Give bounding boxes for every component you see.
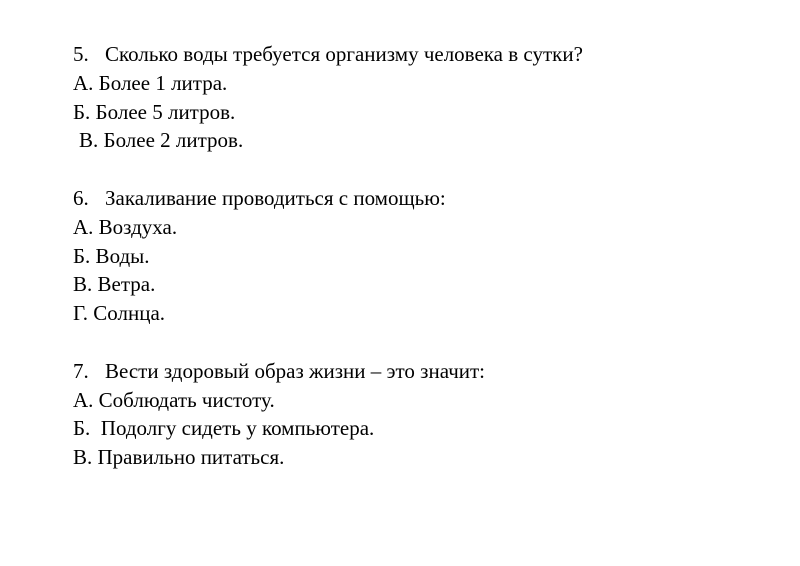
spacer — [73, 155, 773, 184]
answer-option: Г. Солнца. — [73, 301, 166, 326]
quiz-content — [73, 40, 773, 472]
answer-option: В. Ветра. — [73, 272, 156, 297]
question-7 — [73, 357, 773, 386]
question-6 — [73, 184, 773, 213]
answer-option: Б. Более 5 литров. — [73, 99, 236, 124]
answer-option: В. Правильно питаться. — [73, 445, 285, 470]
answer-option: А. Более 1 литра. — [73, 70, 228, 95]
answer-option: В. Более 2 литров. — [79, 128, 244, 153]
answer-option: А. Воздуха. — [73, 214, 178, 239]
question-5 — [73, 40, 773, 69]
answer-option: Б. Воды. — [73, 243, 150, 268]
spacer — [73, 328, 773, 357]
question-number: 6. — [73, 185, 89, 210]
question-text: Вести здоровый образ жизни – это значит: — [105, 358, 486, 383]
question-number: 5. — [73, 42, 89, 66]
answer-option: А. Соблюдать чистоту. — [73, 387, 275, 412]
question-text: Сколько воды требуется организму человека в сутки? — [105, 42, 583, 66]
question-text: Закаливание проводиться с помощью: — [105, 185, 446, 210]
question-number: 7. — [73, 358, 89, 383]
answer-option: Б. Подолгу сидеть у компьютера. — [73, 416, 375, 441]
